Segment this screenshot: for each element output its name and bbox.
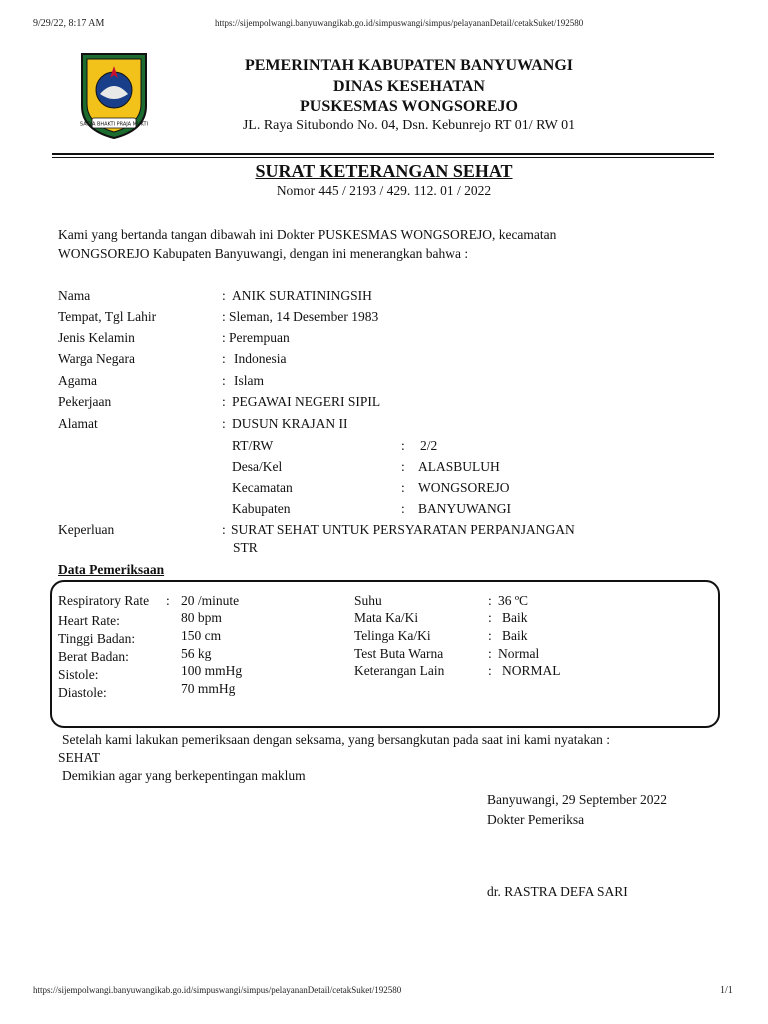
conclusion-line1: Setelah kami lakukan pemeriksaan dengan seksama, yang bersangkutan pada saat ini kami nyatakan : xyxy=(62,732,611,747)
address-label: RT/RW xyxy=(232,438,274,453)
exam-value-ears: Baik xyxy=(502,628,528,643)
purpose-value-line1: SURAT SEHAT UNTUK PERSYARATAN PERPANJANGAN xyxy=(231,522,575,537)
exam-value-height: 150 cm xyxy=(181,628,222,643)
address-value-village: ALASBULUH xyxy=(418,459,500,474)
address-sep: : xyxy=(401,501,405,516)
document-number: Nomor 445 / 2193 / 429. 112. 01 / 2022 xyxy=(276,183,492,198)
exam-value-other: NORMAL xyxy=(502,663,561,678)
print-url-top: https://sijempolwangi.banyuwangikab.go.id/simpuswangi/simpus/pelayananDetail/cetakSuket/192580 xyxy=(215,18,584,28)
exam-label-weight: Berat Badan: xyxy=(58,649,129,664)
exam-sep: : xyxy=(488,610,492,625)
address-label: Desa/Kel xyxy=(232,459,283,474)
exam-label-systole: Sistole: xyxy=(58,667,99,682)
identity-label: Agama xyxy=(58,373,97,388)
identity-value-name: ANIK SURATININGSIH xyxy=(232,288,372,303)
conclusion-closing: Demikian agar yang berkepentingan maklum xyxy=(62,768,306,783)
address-value-rtrw: 2/2 xyxy=(420,438,438,453)
identity-value-nationality: Indonesia xyxy=(234,351,287,366)
identity-value-address: DUSUN KRAJAN II xyxy=(232,416,348,431)
exam-value-weight: 56 kg xyxy=(181,646,212,661)
identity-label: Tempat, Tgl Lahir xyxy=(58,309,157,324)
exam-value-diastole: 70 mmHg xyxy=(181,681,236,696)
address-value-district: WONGSOREJO xyxy=(418,480,510,495)
exam-sep: : xyxy=(488,646,492,661)
identity-sep: : xyxy=(222,373,226,388)
purpose-value-line2: STR xyxy=(233,540,258,555)
letterhead-address: JL. Raya Situbondo No. 04, Dsn. Kebunrejo RT 01/ RW 01 xyxy=(242,118,576,133)
intro-line1: Kami yang bertanda tangan dibawah ini Dokter PUSKESMAS WONGSOREJO, kecamatan xyxy=(58,227,557,242)
address-sep: : xyxy=(401,438,405,453)
conclusion-verdict: SEHAT xyxy=(58,750,101,765)
intro-line2: WONGSOREJO Kabupaten Banyuwangi, dengan ini menerangkan bahwa : xyxy=(58,246,469,261)
exam-value-temperature: 36 ºC xyxy=(498,593,529,608)
document-title: SURAT KETERANGAN SEHAT xyxy=(255,161,513,181)
exam-label-diastole: Diastole: xyxy=(58,685,107,700)
letterhead-divider-thick xyxy=(52,153,714,155)
identity-sep: : xyxy=(222,330,226,345)
signature-doctor-name: dr. RASTRA DEFA SARI xyxy=(487,884,628,899)
address-sep: : xyxy=(401,459,405,474)
address-label: Kabupaten xyxy=(232,501,291,516)
purpose-sep: : xyxy=(222,522,226,537)
exam-heading: Data Pemeriksaan xyxy=(58,562,165,577)
identity-label: Warga Negara xyxy=(58,351,135,366)
logo-motto: SATYA BHAKTI PRAJA MUKTI xyxy=(79,121,149,128)
identity-value-gender: Perempuan xyxy=(229,330,290,345)
address-label: Kecamatan xyxy=(232,480,293,495)
exam-value-color-blind: Normal xyxy=(498,646,540,661)
exam-label-height: Tinggi Badan: xyxy=(58,631,136,646)
identity-label: Jenis Kelamin xyxy=(58,330,135,345)
identity-value-religion: Islam xyxy=(234,373,264,388)
identity-value-occupation: PEGAWAI NEGERI SIPIL xyxy=(232,394,381,409)
identity-label: Alamat xyxy=(58,416,98,431)
identity-value-birth: Sleman, 14 Desember 1983 xyxy=(229,309,379,324)
exam-value-heart-rate: 80 bpm xyxy=(181,610,222,625)
exam-label-temperature: Suhu xyxy=(354,593,382,608)
identity-label: Nama xyxy=(58,288,91,303)
exam-value-systole: 100 mmHg xyxy=(181,663,243,678)
signature-place-date: Banyuwangi, 29 September 2022 xyxy=(487,792,667,807)
address-value-regency: BANYUWANGI xyxy=(418,501,511,516)
exam-sep: : xyxy=(488,628,492,643)
letterhead-line1: PEMERINTAH KABUPATEN BANYUWANGI xyxy=(244,57,573,74)
address-sep: : xyxy=(401,480,405,495)
print-datetime: 9/29/22, 8:17 AM xyxy=(33,18,105,29)
exam-sep: : xyxy=(488,593,492,608)
identity-sep: : xyxy=(222,309,226,324)
exam-label-heart-rate: Heart Rate: xyxy=(58,613,120,628)
identity-sep: : xyxy=(222,394,226,409)
signature-role: Dokter Pemeriksa xyxy=(487,812,585,827)
identity-label: Pekerjaan xyxy=(58,394,112,409)
exam-label-ears: Telinga Ka/Ki xyxy=(354,628,431,643)
identity-sep: : xyxy=(222,288,226,303)
print-url-bottom: https://sijempolwangi.banyuwangikab.go.id/simpuswangi/simpus/pelayananDetail/cetakSuket/192580 xyxy=(33,985,402,995)
letterhead-line2: DINAS KESEHATAN xyxy=(333,78,485,95)
exam-label-color-blind: Test Buta Warna xyxy=(354,646,444,661)
purpose-label: Keperluan xyxy=(58,522,115,537)
exam-label-other: Keterangan Lain xyxy=(354,663,445,678)
print-page-counter: 1/1 xyxy=(720,985,733,996)
exam-label-eyes: Mata Ka/Ki xyxy=(354,610,419,625)
letterhead-line3: PUSKESMAS WONGSOREJO xyxy=(300,98,518,115)
exam-sep: : xyxy=(166,593,170,608)
exam-sep: : xyxy=(488,663,492,678)
identity-sep: : xyxy=(222,351,226,366)
letterhead-divider-thin xyxy=(52,157,714,158)
exam-value-eyes: Baik xyxy=(502,610,528,625)
exam-label-respiratory: Respiratory Rate xyxy=(58,593,150,608)
identity-sep: : xyxy=(222,416,226,431)
exam-value-respiratory: 20 /minute xyxy=(181,593,240,608)
